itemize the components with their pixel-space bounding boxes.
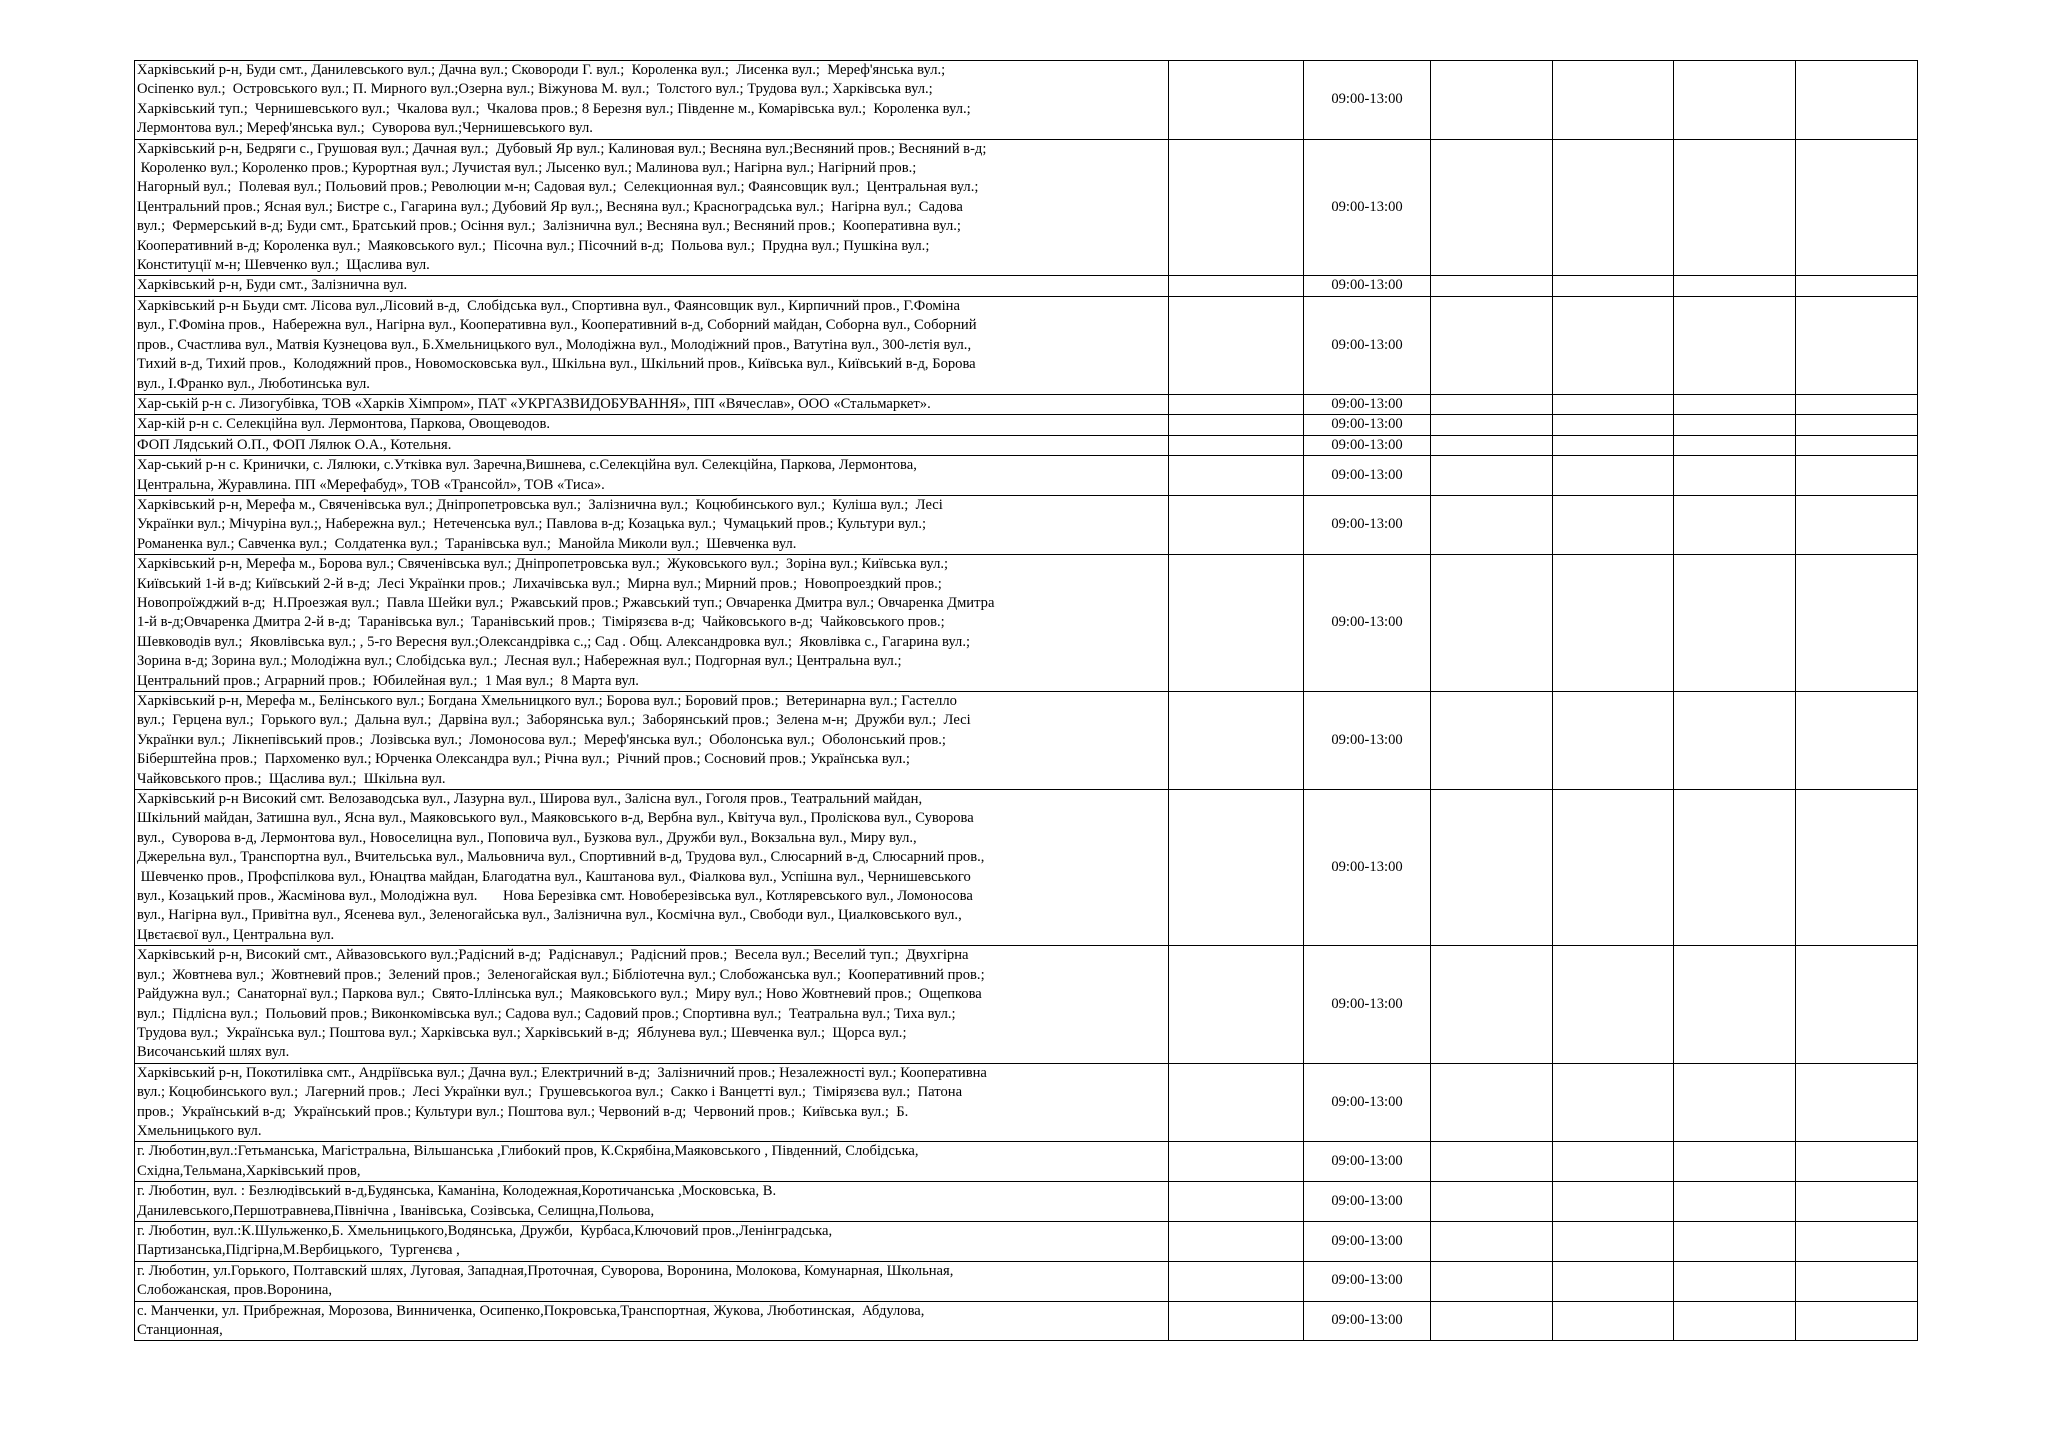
empty-cell [1796, 692, 1918, 790]
empty-cell [1674, 296, 1796, 394]
time-cell: 09:00-13:00 [1304, 555, 1431, 692]
address-cell: Харківський р-н, Мерефа м., Белінського вул.; Богдана Хмельницкого вул.; Борова вул.; Боровий пров.; Ветеринарна вул.; Гастелло вул.; Герцена вул.; Горького вул.; Дальна вул.; Дарвіна вул.; Заборянська вул.; Заборянський пров.; Зелена м-н; Дружби вул.; Лесі Українки вул.; Лікнепівський пров.; Лозівська вул.; Ломоносова вул.; Мереф'янська вул.; Оболонська вул.; Оболонський пров.; Біберштейна пров.; Пархоменко вул.; Юрченка Олександра вул.; Річна вул.; Річний пров.; Сосновий пров.; Українська вул.; Чайковського пров.; Щаслива вул.; Шкільна вул. [135, 692, 1169, 790]
table-row [135, 555, 1918, 692]
empty-cell [1553, 1182, 1674, 1222]
empty-cell [1796, 61, 1918, 140]
empty-cell [1553, 61, 1674, 140]
empty-cell [1674, 276, 1796, 296]
empty-cell [1674, 435, 1796, 455]
address-cell: Харківський р-н, Мерефа м., Свяченівська вул.; Дніпропетровська вул.; Залізнична вул.; Коцюбинського вул.; Куліша вул.; Лесі Українки вул.; Мічуріна вул.;, Набережна вул.; Нетеченська вул.; Павлова в-д; Козацька вул.; Чумацький пров.; Культури вул.; Романенка вул.; Савченка вул.; Солдатенка вул.; Таранівська вул.; Манойла Миколи вул.; Шевченка вул. [135, 495, 1169, 554]
empty-cell [1169, 1261, 1304, 1301]
address-cell: Харківський р-н, Високий смт., Айвазовського вул.;Радісний в-д; Радіснавул.; Радісний пров.; Весела вул.; Веселий туп.; Двухгірна вул.; Жовтнева вул.; Жовтневий пров.; Зелений пров.; Зеленогайская вул.; Бібліотечна вул.; Слобожанська вул.; Кооперативний пров.; Райдужна вул.; Санаторнаї вул.; Паркова вул.; Свято-Іллінська вул.; Маяковського вул.; Миру вул.; Ново Жовтневий пров.; Ощепкова вул.; Підлісна вул.; Польовий пров.; Виконкомівська вул.; Садова вул.; Садовий пров.; Спортивна вул.; Театральна вул.; Тиха вул.; Трудова вул.; Українська вул.; Поштова вул.; Харківська вул.; Харківський в-д; Яблунева вул.; Шевченка вул.; Щорса вул.; Височанський шлях вул. [135, 946, 1169, 1063]
empty-cell [1431, 435, 1553, 455]
address-cell: ФОП Лядський О.П., ФОП Лялюк О.А., Котельня. [135, 435, 1169, 455]
empty-cell [1169, 495, 1304, 554]
empty-cell [1796, 555, 1918, 692]
empty-cell [1796, 1261, 1918, 1301]
empty-cell [1431, 1301, 1553, 1341]
empty-cell [1796, 946, 1918, 1063]
empty-cell [1431, 946, 1553, 1063]
empty-cell [1674, 1301, 1796, 1341]
empty-cell [1796, 456, 1918, 496]
time-cell: 09:00-13:00 [1304, 790, 1431, 946]
time-cell: 09:00-13:00 [1304, 1301, 1431, 1341]
empty-cell [1169, 1182, 1304, 1222]
table-row [135, 394, 1918, 414]
empty-cell [1553, 790, 1674, 946]
empty-cell [1169, 1063, 1304, 1142]
table-row [135, 61, 1918, 140]
address-cell: Харківський р-н, Буди смт., Залізнична вул. [135, 276, 1169, 296]
empty-cell [1553, 296, 1674, 394]
time-cell: 09:00-13:00 [1304, 495, 1431, 554]
empty-cell [1674, 946, 1796, 1063]
empty-cell [1431, 1261, 1553, 1301]
empty-cell [1169, 456, 1304, 496]
time-cell: 09:00-13:00 [1304, 139, 1431, 276]
empty-cell [1169, 555, 1304, 692]
empty-cell [1553, 946, 1674, 1063]
time-cell: 09:00-13:00 [1304, 1063, 1431, 1142]
empty-cell [1169, 61, 1304, 140]
empty-cell [1796, 1182, 1918, 1222]
empty-cell [1674, 1261, 1796, 1301]
empty-cell [1169, 296, 1304, 394]
empty-cell [1553, 1063, 1674, 1142]
empty-cell [1553, 1261, 1674, 1301]
address-cell: г. Люботин,вул.:Гетьманська, Магістральна, Вільшанська ,Глибокий пров, К.Скрябіна,Маяковського , Південний, Слобідська, Східна,Тельмана,Харківський пров, [135, 1142, 1169, 1182]
empty-cell [1674, 61, 1796, 140]
table-row [135, 1063, 1918, 1142]
empty-cell [1674, 555, 1796, 692]
time-cell: 09:00-13:00 [1304, 1261, 1431, 1301]
empty-cell [1169, 139, 1304, 276]
empty-cell [1431, 394, 1553, 414]
empty-cell [1431, 555, 1553, 692]
table-row [135, 276, 1918, 296]
empty-cell [1553, 435, 1674, 455]
empty-cell [1553, 276, 1674, 296]
table-row [135, 1221, 1918, 1261]
empty-cell [1553, 1142, 1674, 1182]
schedule-page [134, 60, 1918, 1341]
empty-cell [1796, 139, 1918, 276]
time-cell: 09:00-13:00 [1304, 1142, 1431, 1182]
table-row [135, 456, 1918, 496]
address-cell: Харківський р-н Бьуди смт. Лісова вул.,Лісовий в-д, Слобідська вул., Спортивна вул., Фаянсовщик вул., Кирпичний пров., Г.Фоміна вул., Г.Фоміна пров., Набережна вул., Нагірна вул., Кооперативна вул., Кооперативний в-д, Соборний майдан, Соборна вул., Соборний пров., Счастлива вул., Матвія Кузнецова вул., Б.Хмельницького вул., Молодіжна вул., Молодіжний пров., Ватутіна вул., 300-лєтія вул., Тихий в-д, Тихий пров., Колодяжний пров., Новомосковська вул., Шкільна вул., Шкільний пров., Київська вул., Київський в-д, Борова вул., І.Франко вул., Люботинська вул. [135, 296, 1169, 394]
empty-cell [1674, 495, 1796, 554]
time-cell: 09:00-13:00 [1304, 946, 1431, 1063]
empty-cell [1169, 1142, 1304, 1182]
address-cell: Харківський р-н, Буди смт., Данилевського вул.; Дачна вул.; Сковороди Г. вул.; Короленка вул.; Лисенка вул.; Мереф'янська вул.; Осіпенко вул.; Островського вул.; П. Мирного вул.;Озерна вул.; Віжунова М. вул.; Толстого вул.; Трудова вул.; Харківська вул.; Харківський туп.; Чернишевського вул.; Чкалова вул.; Чкалова пров.; 8 Березня вул.; Південне м., Комарівська вул.; Короленка вул.; Лермонтова вул.; Мереф'янська вул.; Суворова вул.;Чернишевського вул. [135, 61, 1169, 140]
address-cell: Хар-ський р-н с. Кринички, с. Лялюки, с.Утківка вул. Заречна,Вишнева, с.Селекційна вул. Селекційна, Паркова, Лермонтова, Центральна, Журавлина. ПП «Мерефабуд», ТОВ «Трансойл», ТОВ «Тиса». [135, 456, 1169, 496]
empty-cell [1431, 495, 1553, 554]
empty-cell [1431, 692, 1553, 790]
table-row [135, 495, 1918, 554]
time-cell: 09:00-13:00 [1304, 394, 1431, 414]
empty-cell [1674, 1182, 1796, 1222]
empty-cell [1431, 1142, 1553, 1182]
address-cell: с. Манченки, ул. Прибрежная, Морозова, Винниченка, Осипенко,Покровська,Транспортная, Жукова, Люботинская, Абдулова, Станционная, [135, 1301, 1169, 1341]
time-cell: 09:00-13:00 [1304, 456, 1431, 496]
empty-cell [1553, 415, 1674, 435]
empty-cell [1553, 555, 1674, 692]
time-cell: 09:00-13:00 [1304, 435, 1431, 455]
address-cell: Хар-ській р-н с. Лизогубівка, ТОВ «Харків Хімпром», ПАТ «УКРГАЗВИДОБУВАННЯ», ПП «Вячеслав», ООО «Стальмаркет». [135, 394, 1169, 414]
address-cell: Харківський р-н, Покотилівка смт., Андріївська вул.; Дачна вул.; Електричний в-д; Залізничний пров.; Незалежності вул.; Кооперативна вул.; Коцюбинського вул.; Лагерний пров.; Лесі Українки вул.; Грушевськогоа вул.; Сакко і Ванцетті вул.; Тімірязєва вул.; Патона пров.; Український в-д; Український пров.; Культури вул.; Поштова вул.; Червоний в-д; Червоний пров.; Київська вул.; Б. Хмельницького вул. [135, 1063, 1169, 1142]
empty-cell [1553, 456, 1674, 496]
empty-cell [1553, 394, 1674, 414]
table-row [135, 1261, 1918, 1301]
empty-cell [1674, 1142, 1796, 1182]
empty-cell [1796, 1221, 1918, 1261]
table-row [135, 415, 1918, 435]
empty-cell [1796, 296, 1918, 394]
empty-cell [1169, 1301, 1304, 1341]
empty-cell [1169, 435, 1304, 455]
empty-cell [1169, 394, 1304, 414]
empty-cell [1169, 790, 1304, 946]
time-cell: 09:00-13:00 [1304, 692, 1431, 790]
time-cell: 09:00-13:00 [1304, 61, 1431, 140]
empty-cell [1674, 790, 1796, 946]
time-cell: 09:00-13:00 [1304, 276, 1431, 296]
table-row [135, 790, 1918, 946]
table-row [135, 296, 1918, 394]
empty-cell [1169, 1221, 1304, 1261]
address-cell: Хар-кій р-н с. Селекційна вул. Лермонтова, Паркова, Овощеводов. [135, 415, 1169, 435]
empty-cell [1553, 692, 1674, 790]
empty-cell [1674, 394, 1796, 414]
table-row [135, 692, 1918, 790]
address-cell: г. Люботин, вул. : Безлюдівський в-д,Будянська, Каманіна, Колодежная,Коротичанська ,Московська, В. Данилевського,Першотравнева,Північна , Іванівська, Созівська, Селищна,Польова, [135, 1182, 1169, 1222]
empty-cell [1674, 1063, 1796, 1142]
table-row [135, 139, 1918, 276]
table-row [135, 1182, 1918, 1222]
empty-cell [1431, 790, 1553, 946]
empty-cell [1796, 1063, 1918, 1142]
empty-cell [1674, 692, 1796, 790]
empty-cell [1796, 435, 1918, 455]
time-cell: 09:00-13:00 [1304, 1221, 1431, 1261]
empty-cell [1674, 456, 1796, 496]
outage-schedule-table [134, 60, 1918, 1341]
empty-cell [1553, 1301, 1674, 1341]
empty-cell [1431, 415, 1553, 435]
empty-cell [1796, 276, 1918, 296]
empty-cell [1553, 139, 1674, 276]
empty-cell [1431, 1221, 1553, 1261]
empty-cell [1169, 946, 1304, 1063]
empty-cell [1431, 276, 1553, 296]
empty-cell [1431, 456, 1553, 496]
table-row [135, 946, 1918, 1063]
empty-cell [1553, 1221, 1674, 1261]
empty-cell [1431, 1063, 1553, 1142]
time-cell: 09:00-13:00 [1304, 415, 1431, 435]
empty-cell [1553, 495, 1674, 554]
address-cell: г. Люботин, ул.Горького, Полтавский шлях, Луговая, Западная,Проточная, Суворова, Воронина, Молокова, Комунарная, Школьная, Слобожанская, пров.Воронина, [135, 1261, 1169, 1301]
table-row [135, 1142, 1918, 1182]
time-cell: 09:00-13:00 [1304, 1182, 1431, 1222]
address-cell: Харківський р-н Високий смт. Велозаводська вул., Лазурна вул., Широва вул., Залісна вул., Гоголя пров., Театральний майдан, Шкільний майдан, Затишна вул., Ясна вул., Маяковського вул., Маяковського в-д, Вербна вул., Квітуча вул., Пролісковa вул., Суворова вул., Суворова в-д, Лермонтова вул., Новоселицна вул., Поповича вул., Бузкова вул., Дружби вул., Вокзальна вул., Миру вул., Джерельна вул., Транспортна вул., Вчительська вул., Мальовнича вул., Спортивний в-д, Трудова вул., Слюсарний в-д, Слюсарний пров., Шевченко пров., Профспілкова вул., Юнацтва майдан, Благодатна вул., Каштанова вул., Фіалкова вул., Успішна вул., Чернишевського вул., Козацький пров., Жасмінова вул., Молодіжна вул. Нова Березівка смт. Новоберезівська вул., Котляревського вул., Ломоносова вул., Нагірна вул., Привітна вул., Ясенева вул., Зеленогайська вул., Залізнична вул., Космічна вул., Свободи вул., Циалковського вул., Цвєтаєвої вул., Центральна вул. [135, 790, 1169, 946]
empty-cell [1431, 139, 1553, 276]
table-row [135, 435, 1918, 455]
schedule-table-body [135, 61, 1918, 1341]
empty-cell [1674, 139, 1796, 276]
table-row [135, 1301, 1918, 1341]
empty-cell [1796, 495, 1918, 554]
empty-cell [1431, 61, 1553, 140]
empty-cell [1431, 1182, 1553, 1222]
empty-cell [1674, 1221, 1796, 1261]
empty-cell [1169, 276, 1304, 296]
empty-cell [1796, 790, 1918, 946]
empty-cell [1169, 692, 1304, 790]
empty-cell [1169, 415, 1304, 435]
address-cell: Харківський р-н, Мерефа м., Борова вул.; Свяченівська вул.; Дніпропетровська вул.; Жуковського вул.; Зоріна вул.; Київська вул.; Київський 1-й в-д; Київський 2-й в-д; Лесі Українки пров.; Лихачівська вул.; Мирна вул.; Мирний пров.; Новопроездкий пров.; Новопроїжджий в-д; Н.Проезжая вул.; Павла Шейки вул.; Ржавський пров.; Ржавський туп.; Овчаренка Дмитра вул.; Овчаренка Дмитра 1-й в-д;Овчаренка Дмитра 2-й в-д; Таранівська вул.; Таранівський пров.; Тімірязєва в-д; Чайковського в-д; Чайковського пров.; Шевководів вул.; Яковлівська вул.; , 5-го Вересня вул.;Олександрівка с.,; Сад . Общ. Александровка вул.; Яковлівка с., Гагарина вул.; Зорина в-д; Зорина вул.; Молодіжна вул.; Слобідська вул.; Лесная вул.; Набережная вул.; Подгорная вул.; Центральна вул.; Центральний пров.; Аграрний пров.; Юбилейная вул.; 1 Мая вул.; 8 Марта вул. [135, 555, 1169, 692]
address-cell: г. Люботин, вул.:К.Шульженко,Б. Хмельницького,Водянська, Дружби, Курбаса,Ключовий пров.,Ленінградська, Партизанська,Підгірна,М.Вербицького, Тургенєва , [135, 1221, 1169, 1261]
empty-cell [1674, 415, 1796, 435]
empty-cell [1431, 296, 1553, 394]
time-cell: 09:00-13:00 [1304, 296, 1431, 394]
empty-cell [1796, 1301, 1918, 1341]
empty-cell [1796, 415, 1918, 435]
empty-cell [1796, 1142, 1918, 1182]
empty-cell [1796, 394, 1918, 414]
address-cell: Харківський р-н, Бедряги с., Грушовая вул.; Дачная вул.; Дубовый Яр вул.; Калиновая вул.; Весняна вул.;Весняний пров.; Весняний в-д; Короленко вул.; Короленко пров.; Курортная вул.; Лучистая вул.; Лысенко вул.; Малинова вул.; Нагірна вул.; Нагірний пров.; Нагорный вул.; Полевая вул.; Польовий пров.; Революции м-н; Садовая вул.; Селекционная вул.; Фаянсовщик вул.; Центральная вул.; Центральний пров.; Ясная вул.; Бистре с., Гагарина вул.; Дубовий Яр вул.;, Весняна вул.; Красноградська вул.; Нагірна вул.; Садова вул.; Фермерський в-д; Буди смт., Братський пров.; Осіння вул.; Залізнична вул.; Весняна вул.; Весняний пров.; Кооперативна вул.; Кооперативний в-д; Короленка вул.; Маяковського вул.; Пісочна вул.; Пісочний в-д; Польова вул.; Прудна вул.; Пушкіна вул.; Конституції м-н; Шевченко вул.; Щаслива вул. [135, 139, 1169, 276]
